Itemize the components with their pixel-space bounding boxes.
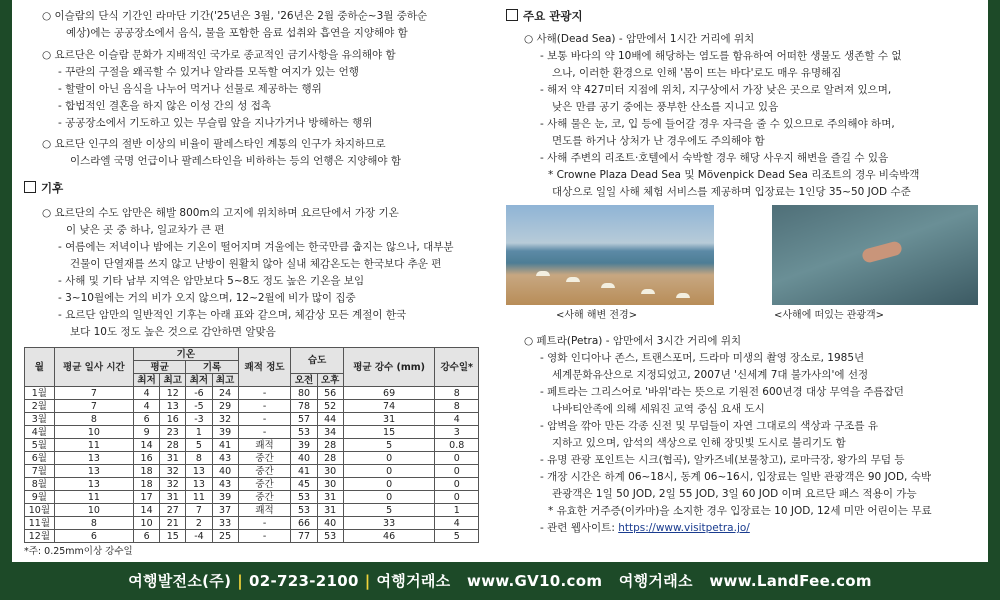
table-row	[25, 478, 479, 491]
dead-sea-line: * Crowne Plaza Dead Sea 및 Mövenpick Dead Sea 리조트의 경우 비숙박객	[548, 169, 920, 181]
petra-line: - 개장 시간은 하계 06~18시, 동계 06~16시, 입장료는 일반 관광객은 90 JOD, 숙박	[540, 471, 931, 483]
table-cell: 3	[435, 426, 479, 439]
table-cell: 13	[54, 478, 133, 491]
table-cell: 0	[435, 478, 479, 491]
climate-line: - 요르단 암만의 일반적인 기후는 아래 표와 같으며, 체감상 모든 계절이 한국	[58, 309, 407, 321]
table-cell: 7	[54, 400, 133, 413]
footer-brand: 여행거래소	[376, 572, 451, 590]
col-header-min: 최저	[186, 374, 212, 387]
col-header-max: 최고	[160, 374, 186, 387]
table-cell: 18	[134, 478, 160, 491]
footer-company: 여행발전소(주)	[128, 572, 232, 590]
table-cell: 80	[291, 387, 317, 400]
table-cell: 13	[186, 478, 212, 491]
climate-line: - 여름에는 저녁이나 밤에는 기온이 떨어지며 겨울에는 한국만큼 춥지는 않으나, 대부분	[58, 241, 454, 253]
table-cell: 40	[317, 517, 343, 530]
footer-separator: |	[237, 572, 244, 590]
table-cell: 78	[291, 400, 317, 413]
left-column	[24, 0, 489, 560]
table-cell: 37	[212, 504, 238, 517]
table-cell: 9월	[25, 491, 55, 504]
table-cell: -3	[186, 413, 212, 426]
document-page	[12, 0, 988, 562]
table-row	[25, 530, 479, 543]
table-cell: 쾌적	[238, 439, 291, 452]
table-cell: 41	[291, 465, 317, 478]
checkbox-square-icon	[506, 9, 518, 21]
table-cell: 28	[160, 439, 186, 452]
rules-line: - 꾸란의 구절을 왜곡할 수 있거나 알라를 모독할 여지가 있는 언행	[58, 66, 359, 78]
table-row	[25, 387, 479, 400]
table-cell: 56	[317, 387, 343, 400]
table-cell: -	[238, 413, 291, 426]
table-cell: 43	[212, 452, 238, 465]
table-cell: 10	[134, 517, 160, 530]
table-cell: 7	[54, 387, 133, 400]
table-cell: 28	[317, 452, 343, 465]
table-cell: 15	[160, 530, 186, 543]
col-header-humidity: 습도	[291, 348, 343, 374]
petra-line: - 페트라는 그리스어로 '바위'라는 뜻으로 기원전 600년경 대상 무역을 주름잡던	[540, 386, 904, 398]
table-cell: 53	[291, 491, 317, 504]
col-header-rain-days: 강수일*	[435, 348, 479, 387]
table-cell: 5	[435, 530, 479, 543]
table-cell: 12월	[25, 530, 55, 543]
table-cell: 40	[291, 452, 317, 465]
table-cell: 1	[186, 426, 212, 439]
climate-line: - 3~10월에는 거의 비가 오지 않으며, 12~2월에 비가 많이 집중	[58, 292, 356, 304]
table-cell: 0	[435, 452, 479, 465]
footer-website[interactable]: www.LandFee.com	[709, 572, 872, 590]
table-cell: 1	[435, 504, 479, 517]
petra-line: ○ 페트라(Petra) - 암만에서 3시간 거리에 위치	[524, 335, 742, 347]
table-cell: 13	[54, 465, 133, 478]
right-column	[506, 0, 978, 537]
table-cell: 0	[343, 491, 435, 504]
table-cell: 10	[54, 504, 133, 517]
table-cell: 중간	[238, 491, 291, 504]
table-cell: -4	[186, 530, 212, 543]
table-cell: 53	[317, 530, 343, 543]
table-row	[25, 452, 479, 465]
section-heading-attractions: 주요 관광지	[506, 8, 978, 25]
table-cell: 13	[160, 400, 186, 413]
table-cell: 30	[317, 465, 343, 478]
table-cell: 13	[186, 465, 212, 478]
table-cell: 34	[317, 426, 343, 439]
table-cell: 7월	[25, 465, 55, 478]
table-cell: 5	[186, 439, 212, 452]
table-cell: -	[238, 530, 291, 543]
col-header-month: 월	[25, 348, 55, 387]
rules-line: 예상)에는 공공장소에서 음식, 물을 포함한 음료 섭취와 흡연을 지양해야 함	[66, 27, 408, 39]
table-cell: 4	[134, 400, 160, 413]
table-row	[25, 413, 479, 426]
table-cell: 74	[343, 400, 435, 413]
table-cell: 32	[212, 413, 238, 426]
table-cell: 32	[160, 478, 186, 491]
table-cell: 16	[134, 452, 160, 465]
table-cell: 8	[186, 452, 212, 465]
rules-line: - 할랄이 아닌 음식을 나누어 먹거나 선물로 제공하는 행위	[58, 83, 322, 95]
petra-line: 관광객은 1일 50 JOD, 2일 55 JOD, 3일 60 JOD 이며 요르단 패스 적용이 가능	[552, 488, 917, 500]
table-cell: 11	[54, 439, 133, 452]
table-cell: 중간	[238, 452, 291, 465]
table-cell: 31	[343, 413, 435, 426]
table-row	[25, 491, 479, 504]
table-cell: 4	[435, 517, 479, 530]
table-cell: 33	[212, 517, 238, 530]
petra-website-link[interactable]: https://www.visitpetra.jo/	[618, 522, 750, 534]
table-cell: 46	[343, 530, 435, 543]
table-cell: 6	[54, 530, 133, 543]
table-row	[25, 439, 479, 452]
table-cell: 7	[186, 504, 212, 517]
dead-sea-line: ○ 사해(Dead Sea) - 암만에서 1시간 거리에 위치	[524, 33, 755, 45]
col-header-pm: 오후	[317, 374, 343, 387]
table-cell: 5	[343, 504, 435, 517]
table-cell: 44	[317, 413, 343, 426]
col-header-comfort: 쾌적 정도	[238, 348, 291, 387]
table-cell: 25	[212, 530, 238, 543]
footer-separator: |	[364, 572, 371, 590]
table-cell: 2월	[25, 400, 55, 413]
table-cell: 28	[317, 439, 343, 452]
table-cell: 8월	[25, 478, 55, 491]
table-cell: 41	[212, 439, 238, 452]
table-cell: 중간	[238, 465, 291, 478]
dead-sea-line: - 해저 약 427미터 지점에 위치, 지구상에서 가장 낮은 곳으로 알려져 있으며,	[540, 84, 892, 96]
table-cell: 4	[134, 387, 160, 400]
rules-line: - 공공장소에서 기도하고 있는 무슬림 앞을 지나가거나 방해하는 행위	[58, 117, 373, 129]
table-cell: 52	[317, 400, 343, 413]
table-cell: 23	[160, 426, 186, 439]
table-cell: 15	[343, 426, 435, 439]
col-header-rainfall: 평균 강수 (mm)	[343, 348, 435, 387]
dead-sea-beach-photo	[506, 205, 714, 305]
table-cell: 쾌적	[238, 504, 291, 517]
table-cell: 2	[186, 517, 212, 530]
table-cell: 0	[435, 465, 479, 478]
table-cell: 4월	[25, 426, 55, 439]
table-row	[25, 465, 479, 478]
rules-line: 이스라엘 국명 언급이나 팔레스타인을 비하하는 등의 언행은 지양해야 함	[70, 155, 401, 167]
table-row	[25, 426, 479, 439]
table-cell: 6월	[25, 452, 55, 465]
petra-line: 지하고 있으며, 암석의 색상으로 인해 장밋빛 도시로 불리기도 함	[552, 437, 846, 449]
table-cell: -6	[186, 387, 212, 400]
table-cell: 13	[54, 452, 133, 465]
col-header-am: 오전	[291, 374, 317, 387]
table-cell: 39	[212, 426, 238, 439]
table-row	[25, 517, 479, 530]
dead-sea-line: - 사해 물은 눈, 코, 입 등에 들어갈 경우 자극을 줄 수 있으므로 주의해야 하며,	[540, 118, 895, 130]
dead-sea-line: 면도를 하거나 상처가 난 경우에도 주의해야 함	[552, 135, 765, 147]
table-cell: 12	[160, 387, 186, 400]
section-heading-climate: 기후	[24, 180, 489, 197]
table-cell: 45	[291, 478, 317, 491]
floating-tourist-photo	[772, 205, 978, 305]
table-cell: 11	[186, 491, 212, 504]
table-cell: 31	[317, 491, 343, 504]
table-cell: 8	[435, 400, 479, 413]
table-cell: 69	[343, 387, 435, 400]
table-cell: 29	[212, 400, 238, 413]
table-cell: 77	[291, 530, 317, 543]
petra-line: 나바티안족에 의해 세워진 교역 중심 요새 도시	[552, 403, 765, 415]
table-cell: 0	[435, 491, 479, 504]
petra-line: 세계문화유산으로 지정되었고, 2007년 '신세계 7대 불가사의'에 선정	[552, 369, 869, 381]
rules-line: ○ 요르단 인구의 절반 이상의 비율이 팔레스타인 계통의 인구가 차지하므로	[42, 138, 386, 150]
table-cell: -	[238, 517, 291, 530]
dead-sea-line: 으나, 이러한 환경으로 인해 '몸이 뜨는 바다'로도 매우 유명해짐	[552, 67, 842, 79]
col-header-temperature: 기온	[134, 348, 239, 361]
table-row	[25, 400, 479, 413]
rules-line: - 합법적인 결혼을 하지 않은 이성 간의 성 접촉	[58, 100, 272, 112]
table-cell: 66	[291, 517, 317, 530]
table-cell: 0	[343, 465, 435, 478]
table-cell: 40	[212, 465, 238, 478]
table-cell: 31	[317, 504, 343, 517]
table-cell: 8	[54, 517, 133, 530]
table-cell: 11	[54, 491, 133, 504]
photo-caption: <사해 해변 전경>	[556, 310, 638, 321]
table-cell: 57	[291, 413, 317, 426]
table-cell: 17	[134, 491, 160, 504]
table-cell: 31	[160, 452, 186, 465]
dead-sea-line: - 보통 바다의 약 10배에 해당하는 염도를 함유하여 어떠한 생물도 생존할 수 없	[540, 50, 902, 62]
climate-line: ○ 요르단의 수도 암만은 해발 800m의 고지에 위치하며 요르단에서 가장 기온	[42, 207, 399, 219]
table-footnote: *주: 0.25mm이상 강수일	[24, 546, 133, 557]
table-cell: 0.8	[435, 439, 479, 452]
table-cell: 0	[343, 452, 435, 465]
footer-website[interactable]: www.GV10.com	[467, 572, 603, 590]
dead-sea-line: 낮은 만큼 공기 중에는 풍부한 산소를 지니고 있음	[552, 101, 779, 113]
table-cell: 53	[291, 426, 317, 439]
table-cell: 8	[435, 387, 479, 400]
table-cell: -	[238, 426, 291, 439]
dead-sea-line: - 사해 주변의 리조트·호텔에서 숙박할 경우 해당 사우지 해변을 즐길 수 있음	[540, 152, 889, 164]
rules-line: ○ 요르단은 이슬람 문화가 지배적인 국가로 종교적인 금기사항을 유의해야 함	[42, 49, 396, 61]
table-cell: 1월	[25, 387, 55, 400]
table-cell: 32	[160, 465, 186, 478]
table-cell: 6	[134, 530, 160, 543]
table-cell: 33	[343, 517, 435, 530]
table-cell: -5	[186, 400, 212, 413]
table-cell: 0	[343, 478, 435, 491]
table-cell: 27	[160, 504, 186, 517]
table-cell: 3월	[25, 413, 55, 426]
col-header-average: 평균	[134, 361, 186, 374]
petra-line: - 유명 관광 포인트는 시크(협곡), 알카즈네(보물창고), 로마극장, 왕가의 무덤 등	[540, 454, 905, 466]
table-cell: 6	[134, 413, 160, 426]
table-cell: 8	[54, 413, 133, 426]
table-cell: 31	[160, 491, 186, 504]
table-cell: 39	[212, 491, 238, 504]
table-cell: 30	[317, 478, 343, 491]
table-cell: 9	[134, 426, 160, 439]
footer-brand: 여행거래소	[618, 572, 693, 590]
table-cell: -	[238, 400, 291, 413]
photo-row	[506, 205, 978, 321]
table-cell: 39	[291, 439, 317, 452]
col-header-max: 최고	[212, 374, 238, 387]
col-header-min: 최저	[134, 374, 160, 387]
table-cell: 24	[212, 387, 238, 400]
table-row	[25, 504, 479, 517]
col-header-sunshine: 평균 일사 시간	[54, 348, 133, 387]
table-cell: 53	[291, 504, 317, 517]
table-cell: 중간	[238, 478, 291, 491]
rules-line: ○ 이슬람의 단식 기간인 라마단 기간('25년은 3월, '26년은 2월 중하순~3월 중하순	[42, 10, 428, 22]
photo-caption: <사해에 떠있는 관광객>	[774, 310, 885, 321]
table-cell: 21	[160, 517, 186, 530]
climate-line: 건물이 단열재를 쓰지 않고 난방이 원활치 않아 실내 체감온도는 한국보다 추운 편	[70, 258, 442, 270]
table-cell: 14	[134, 439, 160, 452]
climate-line: 이 낮은 곳 중 하나, 일교차가 큰 편	[66, 224, 225, 236]
table-cell: 14	[134, 504, 160, 517]
checkbox-square-icon	[24, 181, 36, 193]
petra-line: - 암벽을 깎아 만든 각종 신전 및 무덤들이 자연 그대로의 색상과 구조를 유	[540, 420, 878, 432]
climate-table	[24, 347, 479, 543]
table-cell: 11월	[25, 517, 55, 530]
table-cell: -	[238, 387, 291, 400]
petra-line: - 영화 인디아나 존스, 트랜스포머, 드라마 미생의 촬영 장소로, 1985년	[540, 352, 865, 364]
table-cell: 16	[160, 413, 186, 426]
footer-phone: 02-723-2100	[249, 572, 359, 590]
table-cell: 5월	[25, 439, 55, 452]
table-cell: 4	[435, 413, 479, 426]
website-line: - 관련 웹사이트: https://www.visitpetra.jo/	[540, 522, 750, 534]
petra-line: * 유효한 거주증(이카마)을 소지한 경우 입장료는 10 JOD, 12세 미만 어린이는 무료	[548, 505, 932, 517]
footer-banner	[0, 562, 1000, 600]
table-cell: 10월	[25, 504, 55, 517]
climate-line: - 사해 및 기타 남부 지역은 암만보다 5~8도 정도 높은 기온을 보임	[58, 275, 365, 287]
table-cell: 10	[54, 426, 133, 439]
table-cell: 18	[134, 465, 160, 478]
table-cell: 43	[212, 478, 238, 491]
dead-sea-line: 대상으로 일일 사해 체험 서비스를 제공하며 입장료는 1인당 35~50 JOD 수준	[552, 186, 911, 198]
col-header-record: 기록	[186, 361, 238, 374]
climate-line: 보다 10도 정도 높은 것으로 감안하면 알맞음	[70, 326, 276, 338]
table-cell: 5	[343, 439, 435, 452]
